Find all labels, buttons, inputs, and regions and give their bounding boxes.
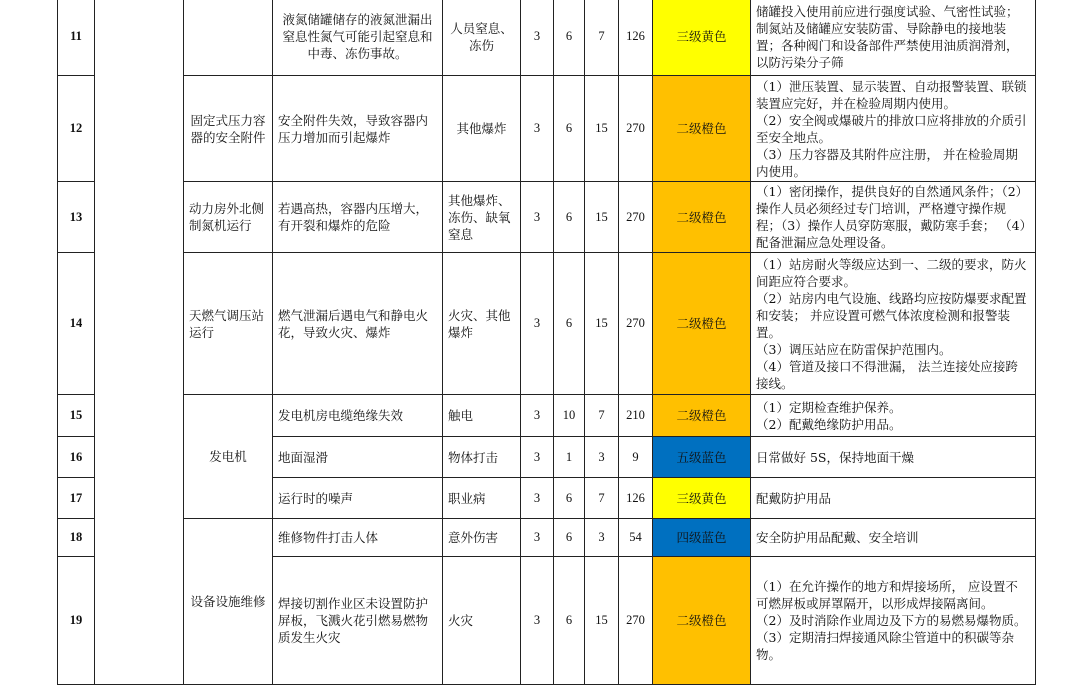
control-measures [751, 182, 1036, 253]
measure-line: （2）及时消除作业周边及下方的易燃易爆物质。 [756, 613, 1027, 628]
e-value: 6 [554, 557, 585, 685]
c-value: 15 [585, 557, 619, 685]
risk-level-cell: 三级黄色 [653, 478, 751, 519]
c-value: 3 [585, 519, 619, 557]
risk-level-cell: 二级橙色 [653, 253, 751, 395]
measure-line: （1）在允许操作的地方和焊接场所， 应设置不可燃屏板或屏罩隔开，以形成焊接隔离间。 [756, 579, 1018, 611]
consequence-cell: 其他爆炸 [443, 76, 521, 182]
hazard-cell: 地面湿滑 [273, 437, 443, 478]
measure-line: （2）配戴绝缘防护用品。 [756, 416, 902, 432]
item-cell [184, 0, 273, 76]
l-value: 3 [521, 437, 554, 478]
consequence-cell: 触电 [443, 395, 521, 437]
l-value: 3 [521, 395, 554, 437]
row-number: 16 [58, 437, 95, 478]
e-value: 6 [554, 253, 585, 395]
control-measures [751, 0, 1036, 76]
consequence-cell: 意外伤害 [443, 519, 521, 557]
c-value: 15 [585, 76, 619, 182]
row-number: 17 [58, 478, 95, 519]
row-number: 13 [58, 182, 95, 253]
d-value: 210 [619, 395, 653, 437]
l-value: 3 [521, 478, 554, 519]
l-value: 3 [521, 0, 554, 76]
risk-assessment-table [57, 0, 1036, 685]
d-value: 9 [619, 437, 653, 478]
measure-line: （3）调压站应在防雷保护范围内。 [756, 341, 952, 357]
l-value: 3 [521, 182, 554, 253]
c-value: 3 [585, 437, 619, 478]
table-row [58, 395, 1036, 437]
measure-line: （3）压力容器及其附件应注册， 并在检验周期内使用。 [756, 146, 1018, 179]
consequence-cell: 火灾 [443, 557, 521, 685]
c-value: 7 [585, 0, 619, 76]
hazard-cell: 焊接切割作业区未设置防护屏板，飞溅火花引燃易燃物质发生火灾 [273, 557, 443, 685]
measure-line: （1）站房耐火等级应达到一、二级的要求，防火间距应符合要求。 [756, 256, 1027, 289]
l-value: 3 [521, 519, 554, 557]
c-value: 7 [585, 478, 619, 519]
table-row [58, 182, 1036, 253]
risk-level-cell: 二级橙色 [653, 182, 751, 253]
table-row [58, 76, 1036, 182]
measure-line: （1）泄压装置、显示装置、自动报警装置、联锁装置应完好，并在检验周期内使用。 [756, 78, 1027, 111]
l-value: 3 [521, 557, 554, 685]
measure-line: （1）密闭操作，提供良好的自然通风条件；（2）操作人员必须经过专门培训，严格遵守操作规程；（3）操作人员穿防寒服，戴防寒手套； （4）配备泄漏应急处理设备。 [756, 184, 1029, 250]
control-measures [751, 478, 1036, 519]
l-value: 3 [521, 253, 554, 395]
row-number: 11 [58, 0, 95, 76]
measure-line: 安全防护用品配戴、安全培训 [756, 530, 919, 545]
hazard-cell: 燃气泄漏后遇电气和静电火花，导致火灾、爆炸 [273, 253, 443, 395]
category-cell [95, 0, 184, 685]
table-row [58, 253, 1036, 395]
control-measures [751, 437, 1036, 478]
measure-line: （3）定期清扫焊接通风除尘管道中的积碳等杂物。 [756, 630, 1014, 662]
d-value: 270 [619, 76, 653, 182]
e-value: 6 [554, 76, 585, 182]
consequence-cell: 职业病 [443, 478, 521, 519]
row-number: 14 [58, 253, 95, 395]
consequence-cell: 其他爆炸、冻伤、缺氧窒息 [443, 182, 521, 253]
measure-line: 储罐投入使用前应进行强度试验、气密性试验；制氮站及储罐应安装防雷、导除静电的接地装置；各种阀门和设备部件严禁使用油质润滑剂，以防污染分子筛 [756, 3, 1019, 70]
d-value: 270 [619, 182, 653, 253]
risk-level-cell: 四级蓝色 [653, 519, 751, 557]
e-value: 6 [554, 478, 585, 519]
row-number: 12 [58, 76, 95, 182]
control-measures [751, 557, 1036, 685]
risk-level-cell: 二级橙色 [653, 395, 751, 437]
measure-line: （2）安全阀或爆破片的排放口应将排放的介质引至安全地点。 [756, 112, 1027, 145]
hazard-cell: 发电机房电缆绝缘失效 [273, 395, 443, 437]
table-row [58, 0, 1036, 76]
hazard-cell: 维修物件打击人体 [273, 519, 443, 557]
e-value: 6 [554, 182, 585, 253]
control-measures [751, 76, 1036, 182]
control-measures [751, 395, 1036, 437]
consequence-cell: 火灾、其他爆炸 [443, 253, 521, 395]
measure-line: 配戴防护用品 [756, 490, 832, 506]
d-value: 270 [619, 557, 653, 685]
e-value: 6 [554, 0, 585, 76]
measure-line: 日常做好 5S，保持地面干燥 [756, 449, 914, 465]
c-value: 15 [585, 253, 619, 395]
hazard-cell: 若遇高热，容器内压增大，有开裂和爆炸的危险 [273, 182, 443, 253]
l-value: 3 [521, 76, 554, 182]
measure-line: （1）定期检查维护保养。 [756, 399, 902, 415]
item-cell: 设备设施维修 [184, 519, 273, 685]
row-number: 18 [58, 519, 95, 557]
item-cell: 动力房外北侧制氮机运行 [184, 182, 273, 253]
row-number: 15 [58, 395, 95, 437]
d-value: 126 [619, 478, 653, 519]
control-measures [751, 519, 1036, 557]
risk-level-cell: 二级橙色 [653, 76, 751, 182]
risk-level-cell: 五级蓝色 [653, 437, 751, 478]
e-value: 1 [554, 437, 585, 478]
risk-level-cell: 二级橙色 [653, 557, 751, 685]
e-value: 10 [554, 395, 585, 437]
d-value: 54 [619, 519, 653, 557]
measure-line: （2）站房内电气设施、线路均应按防爆要求配置和安装； 并应设置可燃气体浓度检测和报警装置。 [756, 290, 1027, 340]
hazard-cell: 运行时的噪声 [273, 478, 443, 519]
c-value: 15 [585, 182, 619, 253]
hazard-cell: 液氮储罐储存的液氮泄漏出窒息性氮气可能引起窒息和中毒、冻伤事故。 [273, 0, 443, 76]
consequence-cell: 人员窒息、冻伤 [443, 0, 521, 76]
control-measures [751, 253, 1036, 395]
consequence-cell: 物体打击 [443, 437, 521, 478]
risk-level-cell: 三级黄色 [653, 0, 751, 76]
e-value: 6 [554, 519, 585, 557]
measure-line: （4）管道及接口不得泄漏， 法兰连接处应接跨接线。 [756, 358, 1018, 391]
item-cell: 天燃气调压站运行 [184, 253, 273, 395]
hazard-cell: 安全附件失效，导致容器内压力增加而引起爆炸 [273, 76, 443, 182]
d-value: 126 [619, 0, 653, 76]
item-cell: 发电机 [184, 395, 273, 519]
item-cell: 固定式压力容器的安全附件 [184, 76, 273, 182]
c-value: 7 [585, 395, 619, 437]
d-value: 270 [619, 253, 653, 395]
row-number: 19 [58, 557, 95, 685]
table-row [58, 519, 1036, 557]
